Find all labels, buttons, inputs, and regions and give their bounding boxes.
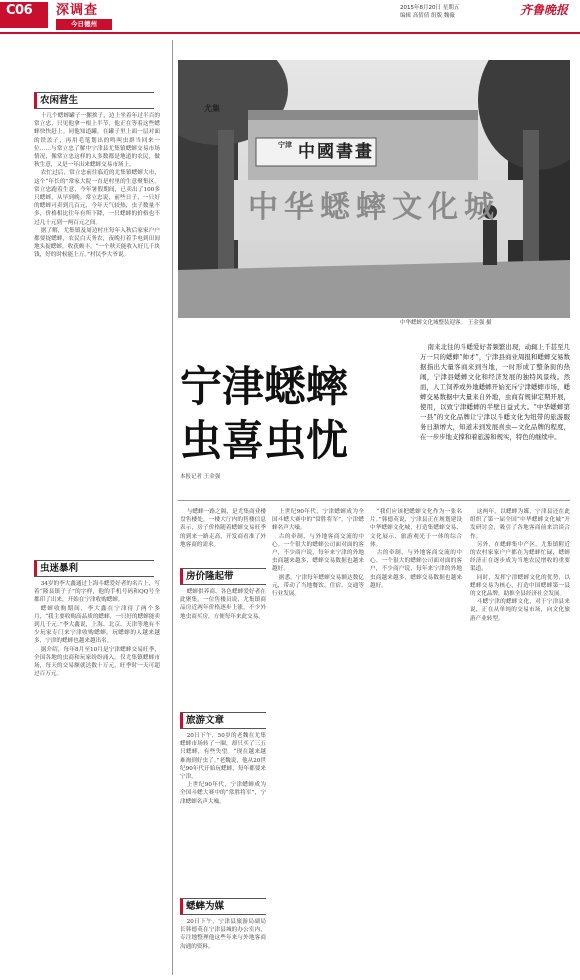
article-text-col2a xyxy=(180,588,266,700)
brand-logo: 齐鲁晚报 xyxy=(520,3,569,17)
paragraph: 20日下午，50岁的老魏在尤集蟋蟀市场转了一圈，却只买了三五只蟋蟀，有些失望。“现在越来越难淘到好虫了。”老魏说，他从20世纪90年代开始玩蟋蟀，每年都要来宁津。 xyxy=(180,733,266,781)
article-intro xyxy=(420,342,570,497)
section-head-label: 农闲营生 xyxy=(40,95,79,106)
headline-line-2: 虫喜虫忧 xyxy=(180,416,349,465)
paragraph: 这两年，以蟋蟀为媒，宁津县还在此组织了第一届全国“中华蟋蟀文化城”开发研讨会，吸引了各地客商前来洽谈合作。 xyxy=(470,509,570,540)
sign-top: 中國書畫 xyxy=(298,142,374,162)
headline xyxy=(180,360,348,468)
paragraph: 据了解，尤集镇及周边村庄每年入秋后家家户户都要捉蟋蟀，农民白天务农，夜晚打着手电到田间地头捉蟋蟀，收获颇丰。“一个秋天能收入好几千块钱，好的时候能上万。”村民李大爷说。 xyxy=(34,227,160,259)
section-head-bar xyxy=(34,93,37,108)
section-head-bar xyxy=(180,569,183,584)
sign-small: 尤集 xyxy=(204,104,220,113)
article-text-col4 xyxy=(370,508,462,974)
wall-text: 中华蟋蟀文化城 xyxy=(248,190,500,225)
dateline: 2015年8月20日 星期五 xyxy=(400,5,460,11)
byline: 本报记者 王金强 xyxy=(180,474,221,480)
section-head-bar xyxy=(180,899,183,914)
editors-line: 编辑 高倩倩 组版 魏薇 xyxy=(400,13,455,19)
section-head-media xyxy=(180,898,266,915)
article-text-col1a xyxy=(34,112,160,412)
paragraph: 34岁的李大鑫通过上海斗蟋爱好者的名片上，写着“隆县镇子子”的字样，他的手机号码和QQ号全都印了出来，开始在宁津收购蟋蟀。 xyxy=(34,581,160,604)
paragraph: 据悉，宁津每年蟋蟀交易额达数亿元，带动了当地餐饮、住宿、交通等行业发展。 xyxy=(272,574,364,598)
article-text-col2-top xyxy=(180,508,266,568)
article-text-col3 xyxy=(272,508,364,974)
sign-left: 宁津 xyxy=(278,141,292,149)
main-photo xyxy=(178,60,570,318)
headline-line-1: 宁津蟋蟀 xyxy=(180,362,349,411)
paragraph: 古的牵制，与外地客商交流的中心。一个很大的蟋蟀公司面对面的客户，不少商户说，每年来宁津的外地虫商越来越多，蟋蟀交易数据也越来越好。 xyxy=(272,533,364,573)
section-head-profit xyxy=(34,560,154,577)
section-subtitle: 今日德州 xyxy=(56,19,112,30)
paragraph: 上世纪90年代，宁津蟋蟀成为全国斗蟋大赛中的“常胜将军”，宁津蟋蟀名声大噪。 xyxy=(272,509,364,532)
paragraph: 蟋蟀收购期间，李大鑫在宁津待了两个多月，“我主要收购高品质的蟋蟀，一只好的蟋蟀能卖到几千元。”李大鑫说，上海、北京、天津等地有不少玩家专门来宁津收购蟋蟀。玩蟋蟀的人越来越多，宁津的蟋蟀也越来越出名。 xyxy=(34,605,160,645)
section-head-bar xyxy=(180,713,183,728)
column-divider xyxy=(172,40,173,975)
paragraph: 据介绍，每年8月至10月是宁津蟋蟀交易旺季，全国各地的虫商和玩家纷纷涌入。仅尤集镇蟋蟀市场，每天的交易额就达数十万元，旺季时一天可超过百万元。 xyxy=(34,646,160,678)
section-head-travel xyxy=(180,712,266,729)
paragraph: 蟋蟀供养商、各色蟋蟀爱好者在此聚集。一位售楼员说，尤集镇商品房近两年价格逐步上涨，不少外地虫商买房，方便每年来此交易。 xyxy=(180,589,266,620)
section-head-label: 虫迷暴利 xyxy=(40,563,79,574)
paragraph: 与蟋蟀一路之隔，是尤集商业楼盘售楼处，一楼大厅内的售楼信息表示，房子价格随着蟋蟀交易旺季的到来一路走高，开发商看准了外地客商的需求。 xyxy=(180,509,266,548)
section-head-farming xyxy=(34,92,154,109)
intro-paragraph: 南来北往的斗蟋爱好者频繁出现，动辄上千甚至几万一只的蟋蟀“帅才”，宁津县商业周报和蟋蟀交易数据指出大量客商来到当地，一时形成了整条街的热闹，宁津县蟋蟀文化和经济发展的独特风景线。然而，人工饲养或外地蟋蟀开始充斥宁津蟋蟀市场，蟋蟀交易数据中大量来自外地，虫商有规律定期开展，使用，以致宁津蟋蟀的半壁日益式大。“中华蟋蟀第一县”的文化品牌让宁津以斗蟋文化为纽带的旅游服务日渐增大，知道未到发展喜虫—文化品牌的程度，在一步步地支撑和着旅游和规实，特色的继续申。 xyxy=(420,343,570,441)
paragraph: 同时，发挥宁津蟋蟀文化的优势，以蟋蟀交易为核心，打造中国蟋蟀第一县的文化品牌，助推全县经济社会发展。 xyxy=(470,574,570,598)
paragraph: 斗蟋宁津的蟋蟀文化，对于宁津县来说，正在从单纯的交易市场，向文化旅游产业转型。 xyxy=(470,599,570,622)
section-head-bar xyxy=(34,561,37,576)
section-head-label: 旅游文章 xyxy=(186,715,225,726)
row-divider xyxy=(178,500,570,501)
section-title: 深调查 xyxy=(56,3,99,18)
article-text-col2c xyxy=(180,918,266,974)
article-text-col2b xyxy=(180,732,266,862)
paragraph: 古的牵制，与外地客商交流的中心。一个很大的蟋蟀公司面对面的客户，不少商户说，每年来宁津的外地虫商越来越多，蟋蟀交易数据也越来越好。 xyxy=(370,550,462,589)
page-number: C06 xyxy=(6,3,33,18)
header-rule xyxy=(0,32,580,34)
paragraph: 十几个蟋蟀罐子一摞挨子，边上坐着年过半百的常立忠，只见他拿一根上半节，他正在等着这些蟋蟀快快赶上。同他知道罐，在罐子里上面一层对面的铁盖子，再用毛笔划出的鸣叫虫群当回来一位……与常立忠了解中宁津县尤集镇蟋蟀交易市场情况，像常立忠这样的人多数都是地道的农民，做秋生意，又是一年出来蟋蟀交易市场上。 xyxy=(34,113,160,169)
paragraph: 另外，在蟋蟀集中产区，尤集镇附近的农村家家户户都在为蟋蟀忙碌，蟋蟀经济正在逐步成为当地农民增收的重要渠道。 xyxy=(470,541,570,573)
photo-caption: 中华蟋蟀文化城整装迎客。 王金强 摄 xyxy=(400,320,492,326)
paragraph: 农忙过后，常立忠前往临近的尤集镇蟋蟀大市，这个“年长的”常家大院一直是村里的生意聚集区。常立忠跑着生意，今年暑假期间，已卖出了100多只蟋蟀，从早到晚。常立忠说，前些日子，一只好的蟋蟀可卖到几百元，今年天气较热，虫子数量不多，价格相比往年有所下降，一只蟋蟀的价格也不过几十元到一两百元之间。 xyxy=(34,170,160,226)
article-text-col5 xyxy=(470,508,570,974)
section-head-housing xyxy=(180,568,266,585)
section-head-label: 房价隆起带 xyxy=(186,571,234,582)
paragraph: “我们应该把蟋蟀文化作为一张名片。”韩德英说，宁津县正在规划建设中华蟋蟀文化城，打造集蟋蟀交易、文化展示、旅游观光于一体的综合体。 xyxy=(370,509,462,548)
page-header xyxy=(0,0,580,34)
paragraph: 20日下午，宁津县旅游局副局长韩德英在宁津县城的办公室内，专注地整理他这些年来与外地客商沟通的资料。 xyxy=(180,919,266,950)
article-text-col1b xyxy=(34,580,160,970)
paragraph: 上世纪90年代，宁津蟋蟀成为全国斗蟋大赛中的“常胜将军”，宁津蟋蟀名声大噪。 xyxy=(180,782,266,805)
section-head-label: 蟋蟀为媒 xyxy=(186,901,225,912)
